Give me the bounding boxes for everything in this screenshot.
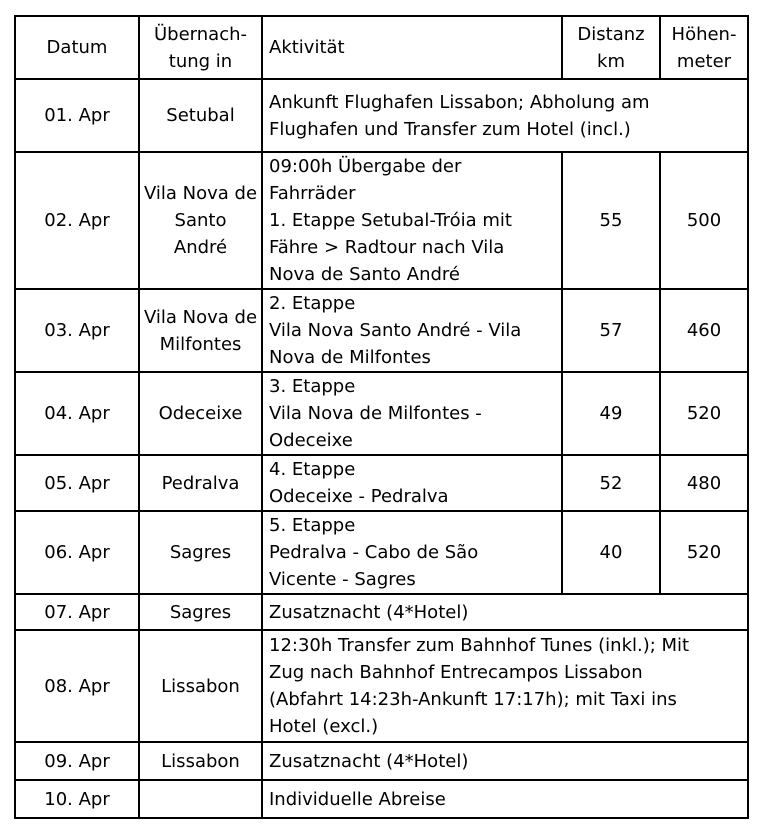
cell-ort: Lissabon <box>139 742 262 780</box>
table-row <box>15 79 748 152</box>
table-row <box>15 372 748 455</box>
cell-aktivitaet: 4. Etappe Odeceixe - Pedralva <box>262 455 562 511</box>
cell-datum: 03. Apr <box>15 289 139 372</box>
header-uebernachtung: Übernach- tung in <box>139 16 262 79</box>
cell-ort: Setubal <box>139 79 262 152</box>
cell-distanz: 40 <box>562 511 660 594</box>
cell-aktivitaet: 2. Etappe Vila Nova Santo André - Vila Nova de Milfontes <box>262 289 562 372</box>
table-row <box>15 455 748 511</box>
cell-aktivitaet: Ankunft Flughafen Lissabon; Abholung am Flughafen und Transfer zum Hotel (incl.) <box>262 79 748 152</box>
table-row <box>15 289 748 372</box>
cell-aktivitaet: 09:00h Übergabe der Fahrräder 1. Etappe Setubal-Tróia mit Fähre > Radtour nach Vila Nova de Santo André <box>262 152 562 289</box>
cell-aktivitaet: Individuelle Abreise <box>262 780 748 818</box>
cell-distanz: 57 <box>562 289 660 372</box>
cell-datum: 10. Apr <box>15 780 139 818</box>
table-row <box>15 594 748 630</box>
cell-datum: 06. Apr <box>15 511 139 594</box>
header-datum: Datum <box>15 16 139 79</box>
cell-aktivitaet: Zusatznacht (4*Hotel) <box>262 594 748 630</box>
header-distanz: Distanz km <box>562 16 660 79</box>
table-row <box>15 511 748 594</box>
itinerary-table <box>14 15 749 819</box>
cell-hoehenmeter: 480 <box>660 455 748 511</box>
cell-ort: Odeceixe <box>139 372 262 455</box>
cell-datum: 05. Apr <box>15 455 139 511</box>
table-row <box>15 630 748 742</box>
cell-aktivitaet: 5. Etappe Pedralva - Cabo de São Vicente - Sagres <box>262 511 562 594</box>
cell-ort: Sagres <box>139 511 262 594</box>
cell-ort: Lissabon <box>139 630 262 742</box>
cell-datum: 07. Apr <box>15 594 139 630</box>
cell-datum: 02. Apr <box>15 152 139 289</box>
cell-ort: Sagres <box>139 594 262 630</box>
header-hoehenmeter: Höhen- meter <box>660 16 748 79</box>
cell-aktivitaet: Zusatznacht (4*Hotel) <box>262 742 748 780</box>
table-row <box>15 780 748 818</box>
cell-ort <box>139 780 262 818</box>
cell-datum: 08. Apr <box>15 630 139 742</box>
cell-ort: Vila Nova de Santo André <box>139 152 262 289</box>
cell-ort: Vila Nova de Milfontes <box>139 289 262 372</box>
cell-distanz: 49 <box>562 372 660 455</box>
cell-datum: 04. Apr <box>15 372 139 455</box>
cell-hoehenmeter: 520 <box>660 511 748 594</box>
cell-hoehenmeter: 500 <box>660 152 748 289</box>
cell-ort: Pedralva <box>139 455 262 511</box>
header-aktivitaet: Aktivität <box>262 16 562 79</box>
cell-hoehenmeter: 460 <box>660 289 748 372</box>
cell-datum: 01. Apr <box>15 79 139 152</box>
cell-hoehenmeter: 520 <box>660 372 748 455</box>
cell-distanz: 55 <box>562 152 660 289</box>
table-row <box>15 152 748 289</box>
cell-aktivitaet: 12:30h Transfer zum Bahnhof Tunes (inkl.); Mit Zug nach Bahnhof Entrecampos Lissabon (Abfahrt 14:23h-Ankunft 17:17h); mit Taxi ins Hotel (excl.) <box>262 630 748 742</box>
table-row <box>15 742 748 780</box>
header-row <box>15 16 748 79</box>
cell-datum: 09. Apr <box>15 742 139 780</box>
cell-distanz: 52 <box>562 455 660 511</box>
cell-aktivitaet: 3. Etappe Vila Nova de Milfontes - Odeceixe <box>262 372 562 455</box>
